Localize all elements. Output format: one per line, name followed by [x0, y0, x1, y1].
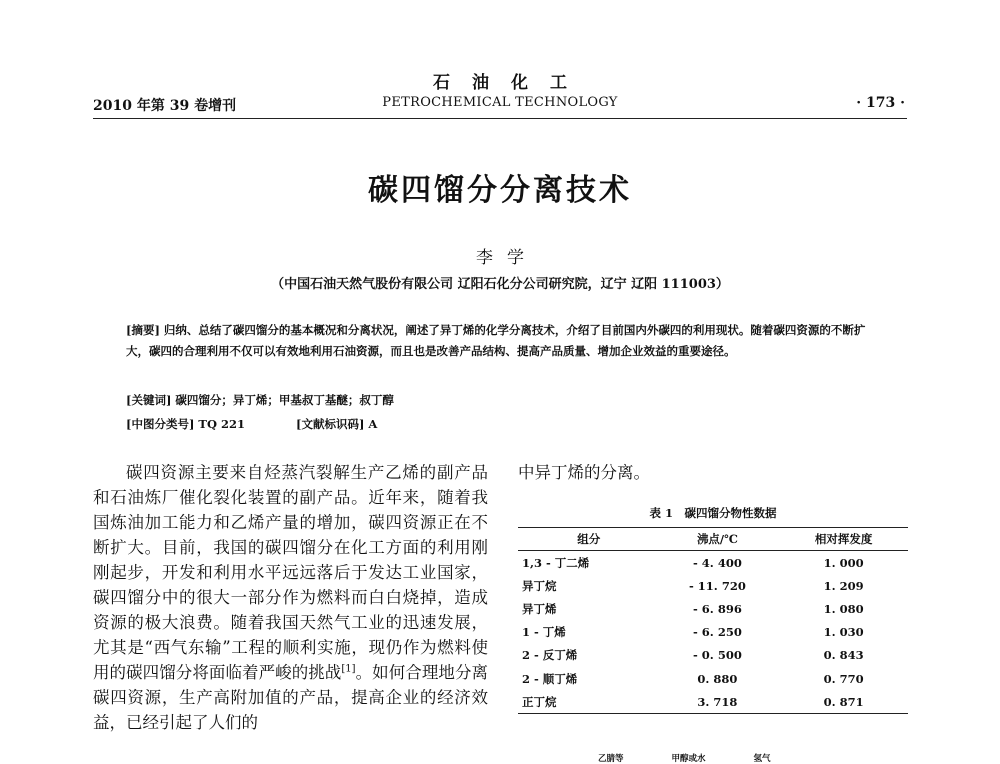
doc-code-label: [文献标识码]	[296, 417, 365, 431]
table-cell: 3. 718	[656, 690, 780, 714]
body-text-part2: 。如何合理地分离碳四资源，生产高附加值的产品，提高企业的经济效益，已经引起了人们的	[93, 663, 489, 732]
page-number: · 173 ·	[856, 95, 905, 111]
body-paragraph-left	[93, 460, 488, 735]
body-paragraph-right: 中异丁烯的分离。	[518, 463, 650, 482]
table-cell: 1 - 丁烯	[522, 625, 566, 640]
property-table	[518, 527, 908, 714]
table-cell: - 6. 250	[693, 625, 742, 640]
clc-line	[126, 416, 245, 432]
body-text-part1: 碳四资源主要来自烃蒸汽裂解生产乙烯的副产品和石油炼厂催化裂化装置的副产品。近年来，随着我国炼油加工能力和乙烯产量的增加，碳四资源正在不断扩大。目前，我国的碳四馏分在化工方面的利用刚刚起步，开发和利用水平远远落后于发达工业国家，碳四馏分中的很大一部分作为燃料而白白烧掉，造成资源的极大浪费。随着我国天然气工业的迅速发展，尤其是“西气东输”工程的顺利实施，现仍作为燃料使用的碳四馏分将面临着严峻的挑战	[93, 463, 488, 682]
table-cell: 1. 000	[823, 555, 864, 570]
table-cell: 0. 770	[823, 671, 864, 686]
table-cell: 0. 871	[779, 690, 908, 714]
doc-code-line	[296, 416, 377, 432]
table-cell: 1. 209	[823, 578, 864, 593]
abstract	[126, 320, 876, 362]
table-cell: 1. 030	[823, 625, 864, 640]
abstract-text: 归纳、总结了碳四馏分的基本概况和分离状况，阐述了异丁烯的化学分离技术，介绍了目前国内外碳四的利用现状。随着碳四资源的不断扩大，碳四的合理利用不仅可以有效地利用石油资源，而且也是改善产品结构、提高产品质量、增加企业效益的重要途径。	[126, 323, 866, 358]
table-row	[518, 574, 908, 597]
author: 李学	[476, 248, 538, 268]
table-row	[518, 551, 908, 575]
clc-code: TQ 221	[198, 417, 245, 431]
table-header-cell: 沸点/℃	[656, 528, 780, 551]
table-row	[518, 690, 908, 714]
table-cell: - 4. 400	[693, 555, 742, 570]
table-cell: 正丁烷	[518, 690, 656, 714]
abstract-label: [摘要]	[126, 323, 160, 337]
doc-code: A	[368, 417, 378, 431]
table-cell: 2 - 顺丁烯	[522, 671, 578, 686]
issue-info: 2010 年第 39 卷增刊	[93, 98, 237, 114]
affiliation: （中国石油天然气股份有限公司 辽阳石化分公司研究院，辽宁 辽阳 111003）	[271, 277, 729, 292]
clc-label: [中图分类号]	[126, 417, 195, 431]
table-header-cell: 相对挥发度	[779, 528, 908, 551]
table-caption: 表 1 碳四馏分物性数据	[649, 506, 777, 520]
table-cell: 异丁烯	[522, 601, 557, 616]
table-row	[518, 621, 908, 644]
table-cell: - 11. 720	[689, 578, 746, 593]
table-cell: 1,3 - 丁二烯	[522, 555, 590, 570]
table-cell: 0. 880	[697, 671, 738, 686]
table-cell: 1. 080	[823, 601, 864, 616]
figure-label: 氢气	[753, 754, 771, 764]
article-title: 碳四馏分分离技术	[368, 173, 632, 208]
keywords: 碳四馏分；异丁烯；甲基叔丁基醚；叔丁醇	[175, 393, 394, 407]
table-cell: 2 - 反丁烯	[522, 648, 578, 663]
journal-name-cn: 石油化工	[433, 73, 589, 93]
table-cell: - 6. 896	[693, 601, 742, 616]
figure-label: 乙腈等	[598, 754, 624, 764]
table-cell: 0. 843	[823, 648, 864, 663]
table-header-row	[518, 528, 908, 551]
figure-label: 甲醇或水	[671, 754, 706, 764]
header-rule	[93, 118, 907, 119]
figure-labels	[598, 752, 819, 764]
table-cell: - 0. 500	[693, 648, 742, 663]
keywords-line	[126, 392, 394, 408]
journal-name-en: PETROCHEMICAL TECHNOLOGY	[382, 95, 618, 110]
reference-mark: [1]	[341, 663, 356, 675]
table-row	[518, 597, 908, 620]
table-row	[518, 644, 908, 667]
table-cell: 异丁烷	[522, 578, 557, 593]
table-header-cell: 组分	[518, 528, 656, 551]
table-row	[518, 667, 908, 690]
keywords-label: [关键词]	[126, 393, 172, 407]
